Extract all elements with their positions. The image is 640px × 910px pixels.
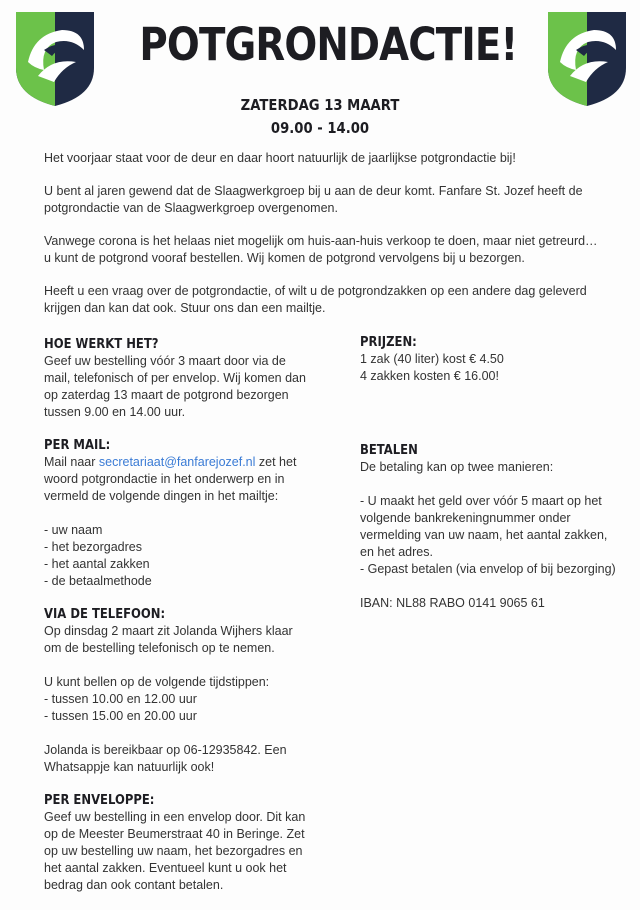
payment-option: - U maakt het geld over vóór 5 maart op het volgende bankrekeningnummer onder vermelding van uw naam, het aantal zakken, en het adres. — [360, 494, 608, 559]
list-item: - uw naam — [44, 523, 103, 537]
section-per-mail — [44, 437, 312, 590]
iban-number: IBAN: NL88 RABO 0141 9065 61 — [360, 596, 545, 610]
section-via-telefoon — [44, 606, 312, 776]
text-fragment: Mail naar — [44, 455, 99, 469]
price-line: 4 zakken kosten € 16.00! — [360, 369, 499, 383]
intro-text — [44, 150, 600, 333]
club-logo-left — [14, 10, 96, 108]
intro-paragraph: Vanwege corona is het helaas niet mogelijk om huis-aan-huis verkoop te doen, maar niet getreurd… u kunt de potgrond vooraf bestellen. Wij komen de potgrond vervolgens bij u bezorgen. — [44, 234, 598, 265]
section-heading: VIA DE TELEFOON: — [44, 606, 166, 622]
right-column — [360, 334, 622, 628]
event-time: 09.00 - 14.00 — [270, 119, 370, 137]
price-line: 1 zak (40 liter) kost € 4.50 — [360, 352, 504, 366]
section-heading: PER MAIL: — [44, 437, 111, 453]
intro-paragraph: Het voorjaar staat voor de deur en daar hoort natuurlijk de jaarlijkse potgrondactie bij! — [44, 151, 516, 165]
club-logo-right — [546, 10, 628, 108]
page-title: POTGRONDACTIE! — [139, 18, 518, 71]
list-item: - het bezorgadres — [44, 540, 142, 554]
section-prijzen — [360, 334, 622, 385]
intro-paragraph: U bent al jaren gewend dat de Slaagwerkgroep bij u aan de deur komt. Fanfare St. Jozef heeft de potgrondactie van de Slaagwerkgroep overgenomen. — [44, 184, 583, 215]
list-item: - het aantal zakken — [44, 557, 150, 571]
text-fragment: zet het woord potgrondactie in het onderwerp en in vermeld de volgende dingen in het mailtje: — [44, 455, 297, 503]
section-text: Geef uw bestelling vóór 3 maart door via de mail, telefonisch of per envelop. Wij komen dan op zaterdag 13 maart de potgrond bezorgen tussen 9.00 en 14.00 uur. — [44, 354, 306, 419]
left-column — [44, 336, 312, 910]
section-text — [44, 454, 312, 505]
list-item: - de betaalmethode — [44, 574, 152, 588]
payment-option: - Gepast betalen (via envelop of bij bezorging) — [360, 562, 616, 576]
intro-paragraph: Heeft u een vraag over de potgrondactie, of wilt u de potgrondzakken op een andere dag geleverd krijgen dan kan dat ook. Stuur ons dan een mailtje. — [44, 284, 587, 315]
section-heading: PRIJZEN: — [360, 334, 417, 350]
list-item: - tussen 15.00 en 20.00 uur — [44, 709, 197, 723]
email-link[interactable]: secretariaat@fanfarejozef.nl — [98, 455, 256, 469]
section-per-envelop — [44, 792, 312, 894]
section-text: De betaling kan op twee manieren: — [360, 460, 554, 474]
list-item: - tussen 10.00 en 12.00 uur — [44, 692, 197, 706]
section-heading: HOE WERKT HET? — [44, 336, 159, 352]
section-heading: PER ENVELOPPE: — [44, 792, 155, 808]
section-text: Geef uw bestelling in een envelop door. Dit kan op de Meester Beumerstraat 40 in Beringe. Zet op uw bestelling uw naam, het bezorgadres en het aantal zakken. Eventueel kunt u ook het bedrag dan ook contant betalen. — [44, 810, 306, 892]
section-text: U kunt bellen op de volgende tijdstippen: — [44, 675, 270, 689]
section-hoe-werkt-het — [44, 336, 312, 421]
section-betalen — [360, 442, 622, 612]
section-heading: BETALEN — [360, 442, 418, 458]
section-text: Op dinsdag 2 maart zit Jolanda Wijhers klaar om de bestelling telefonisch op te nemen. — [44, 624, 293, 655]
event-date: ZATERDAG 13 MAART — [240, 96, 400, 114]
section-text: Jolanda is bereikbaar op 06-12935842. Een Whatsappje kan natuurlijk ook! — [44, 743, 287, 774]
